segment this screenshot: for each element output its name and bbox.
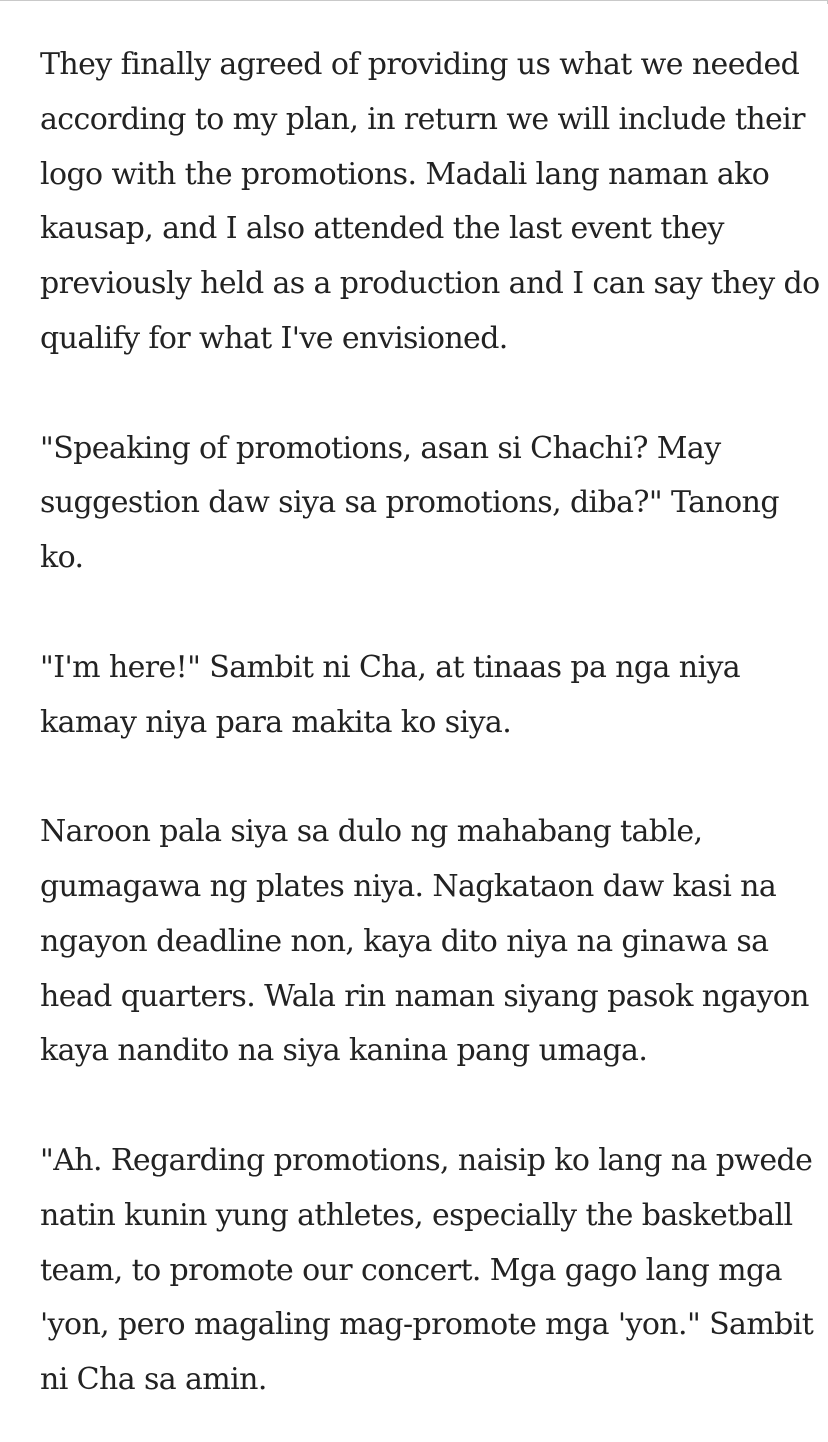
story-paragraph — [40, 805, 809, 1079]
text-line: team, to promote our concert. Mga gago lang mga — [40, 1252, 782, 1288]
text-line: kamay niya para makita ko siya. — [40, 704, 512, 740]
text-line: ni Cha sa amin. — [40, 1362, 267, 1398]
text-line: qualify for what I've envisioned. — [40, 320, 508, 356]
text-line: suggestion daw siya sa promotions, diba?" Tanong — [40, 485, 779, 521]
story-paragraph — [40, 38, 820, 367]
text-line: kausap, and I also attended the last event they — [40, 211, 724, 247]
text-line: ko. — [40, 540, 84, 576]
text-line: kaya nandito na siya kanina pang umaga. — [40, 1033, 648, 1069]
story-text — [40, 38, 820, 1408]
text-line: "Ah. Regarding promotions, naisip ko lang na pwede — [40, 1142, 813, 1178]
text-line: logo with the promotions. Madali lang naman ako — [40, 156, 770, 192]
story-paragraph — [40, 641, 800, 751]
text-line: ngayon deadline non, kaya dito niya na ginawa sa — [40, 923, 769, 959]
text-line: They finally agreed of providing us what we needed — [40, 47, 800, 82]
text-line: head quarters. Wala rin naman siyang pasok ngayon — [40, 978, 809, 1014]
text-line: "I'm here!" Sambit ni Cha, at tinaas pa nga niya — [40, 649, 741, 685]
text-line: 'yon, pero magaling mag-promote mga 'yon." Sambit — [40, 1307, 814, 1343]
story-paragraph — [40, 1134, 814, 1408]
top-divider — [0, 0, 828, 4]
text-line: Naroon pala siya sa dulo ng mahabang table, — [40, 814, 703, 850]
text-line: previously held as a production and I can say they do — [40, 266, 820, 302]
story-paragraph — [40, 422, 800, 586]
text-line: natin kunin yung athletes, especially the basketball — [40, 1197, 793, 1233]
text-line: gumagawa ng plates niya. Nagkataon daw kasi na — [40, 868, 777, 904]
text-line: "Speaking of promotions, asan si Chachi? May — [40, 430, 721, 466]
text-line: according to my plan, in return we will include their — [40, 101, 805, 137]
